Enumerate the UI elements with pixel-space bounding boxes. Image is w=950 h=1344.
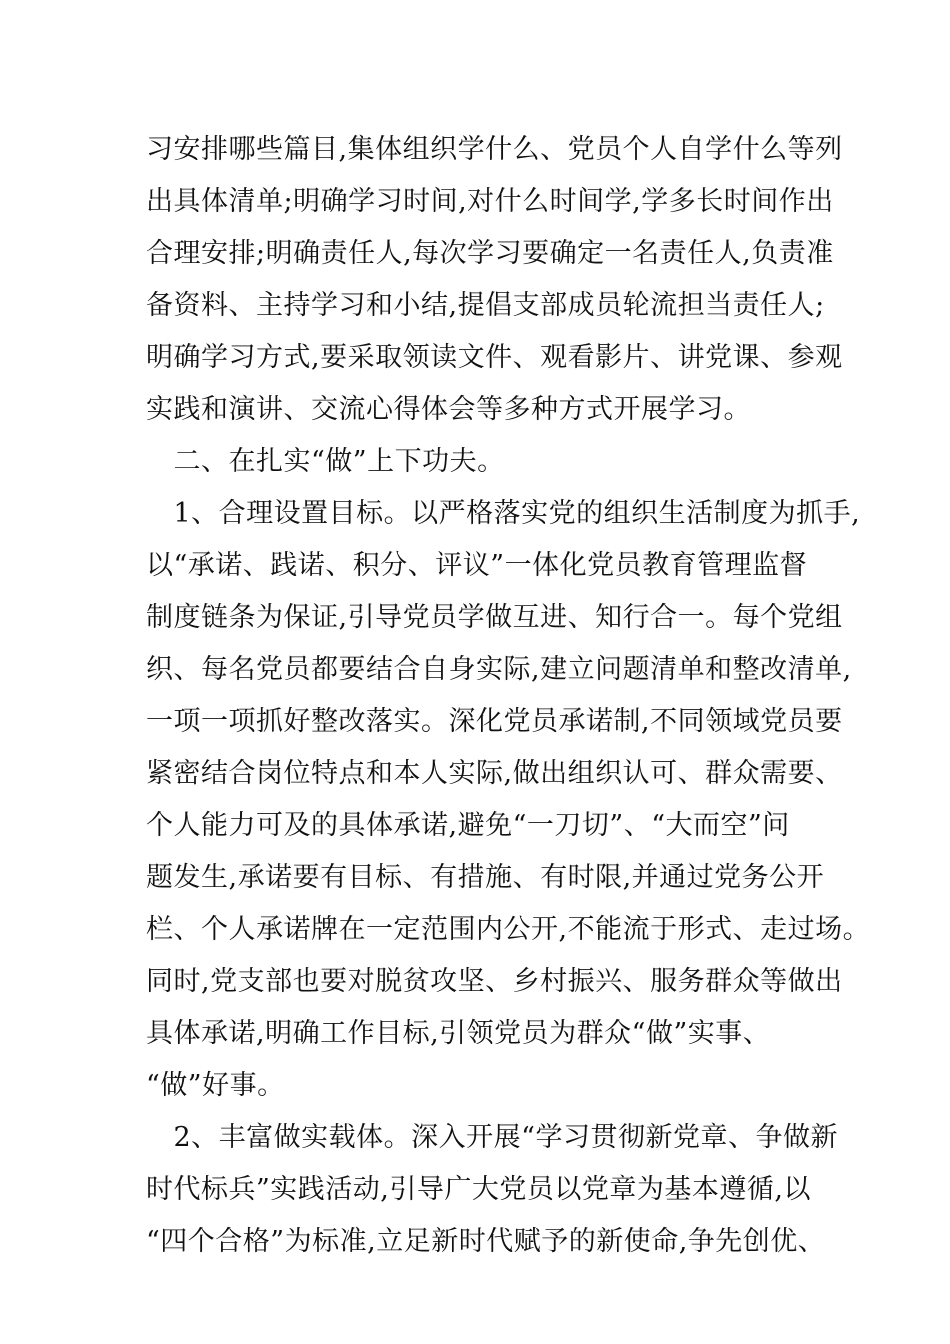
text-line: “做”好事。 bbox=[146, 1070, 285, 1101]
text-line: 具体承诺,明确工作目标,引领党员为群众“做”实事、 bbox=[146, 1018, 771, 1049]
text-line: 习安排哪些篇目,集体组织学什么、党员个人自学什么等列 bbox=[146, 134, 843, 165]
text-line: 题发生,承诺要有目标、有措施、有时限,并通过党务公开 bbox=[146, 862, 825, 893]
text-line: 备资料、主持学习和小结,提倡支部成员轮流担当责任人; bbox=[146, 290, 825, 321]
text-line: 出具体清单;明确学习时间,对什么时间学,学多长时间作出 bbox=[146, 186, 834, 217]
text-line: 以“承诺、践诺、积分、评议”一体化党员教育管理监督 bbox=[146, 550, 808, 581]
text-line: 2、丰富做实载体。深入开展“学习贯彻新党章、争做新 bbox=[146, 1122, 838, 1153]
text-line: 紧密结合岗位特点和本人实际,做出组织认可、群众需要、 bbox=[146, 758, 843, 789]
section-heading: 二、在扎实“做”上下功夫。 bbox=[146, 446, 505, 477]
text-line: 个人能力可及的具体承诺,避免“一刀切”、“大而空”问 bbox=[146, 810, 790, 841]
text-line: 栏、个人承诺牌在一定范围内公开,不能流于形式、走过场。 bbox=[146, 914, 871, 945]
text-line: 合理安排;明确责任人,每次学习要确定一名责任人,负责准 bbox=[146, 238, 834, 269]
text-line: 制度链条为保证,引导党员学做互进、知行合一。每个党组 bbox=[146, 602, 843, 633]
text-line: 一项一项抓好整改落实。深化党员承诺制,不同领域党员要 bbox=[146, 706, 843, 737]
text-line: “四个合格”为标准,立足新时代赋予的新使命,争先创优、 bbox=[146, 1226, 826, 1257]
text-line: 实践和演讲、交流心得体会等多种方式开展学习。 bbox=[146, 394, 751, 425]
text-line: 1、合理设置目标。以严格落实党的组织生活制度为抓手, bbox=[146, 498, 861, 529]
text-line: 明确学习方式,要采取领读文件、观看影片、讲党课、参观 bbox=[146, 342, 843, 373]
text-line: 时代标兵”实践活动,引导广大党员以党章为基本遵循,以 bbox=[146, 1174, 811, 1205]
text-line: 同时,党支部也要对脱贫攻坚、乡村振兴、服务群众等做出 bbox=[146, 966, 843, 997]
text-line: 织、每名党员都要结合自身实际,建立问题清单和整改清单, bbox=[146, 654, 852, 685]
